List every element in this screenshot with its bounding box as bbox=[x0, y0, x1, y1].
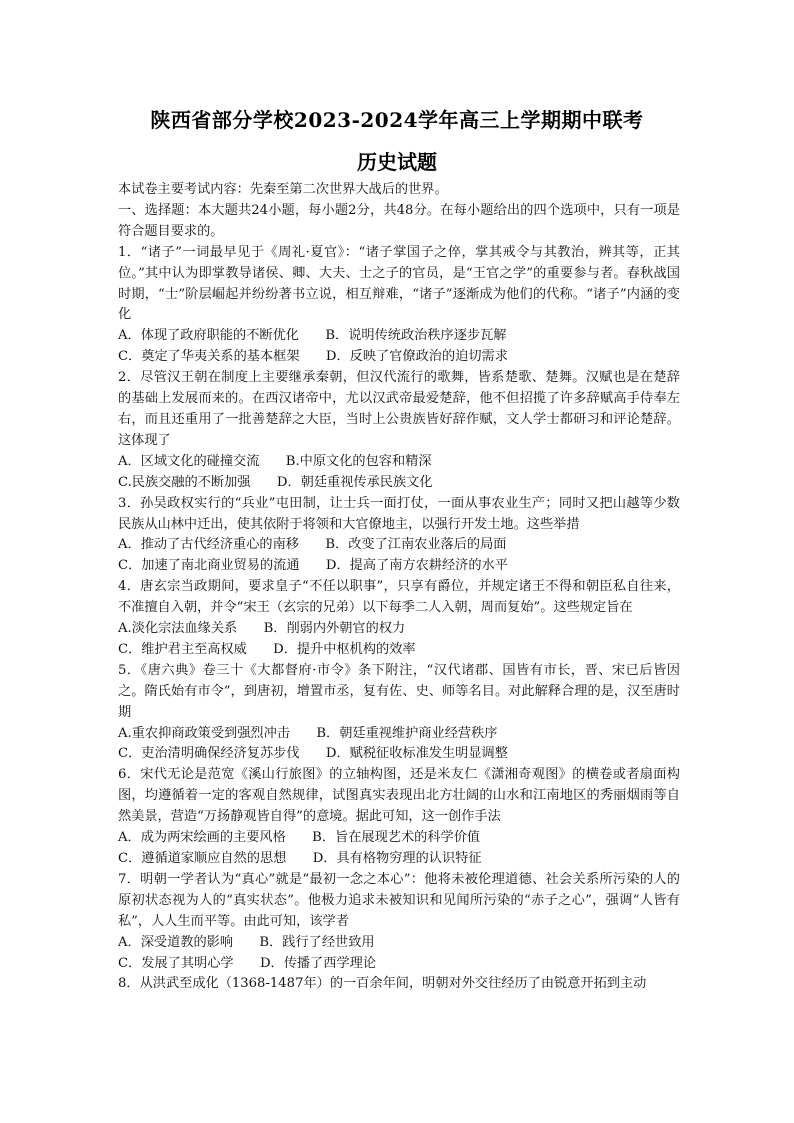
question-stem: 8．从洪武至成化（1368-1487年）的一百余年间，明朝对外交往经历了由锐意开拓到主动 bbox=[118, 976, 647, 992]
question-7 bbox=[118, 870, 680, 975]
question-8 bbox=[118, 974, 680, 995]
question-options: A．成为两宋绘画的主要风格 B．旨在展现艺术的科学价值 bbox=[118, 830, 481, 846]
question-options: C．遵循道家顺应自然的思想 D．具有格物穷理的认识特征 bbox=[118, 851, 482, 866]
question-6 bbox=[118, 765, 680, 870]
question-stem: 4．唐玄宗当政期间，要求皇子“不任以职事”，只享有爵位，并规定诸王不得和朝臣私自往来，不准擅自入朝，并令“宋王（玄宗的兄弟）以下每季二人入朝，周而复始”。这些规定旨在 bbox=[118, 579, 680, 616]
question-options: C.民族交融的不断加强 D．朝廷重视传承民族文化 bbox=[118, 474, 433, 490]
question-options: A．深受道教的影响 B．践行了经世致用 bbox=[118, 934, 375, 950]
question-options: C．吏治清明确保经济复苏步伐 D．赋税征收标准发生明显调整 bbox=[118, 746, 508, 762]
question-stem: 5．《唐六典》卷三十《大都督府·市令》条下附注，“汉代诸郡、国皆有市长，晋、宋已后皆因之。隋氏始有市令”，到唐初，增置市丞，复有佐、史、师等名目。对此解释合理的是，汉至唐时期 bbox=[118, 662, 680, 720]
question-options: A.淡化宗法血缘关系 B．削弱内外朝官的权力 bbox=[118, 621, 406, 637]
question-options: A．推动了古代经济重心的南移 B．改变了江南农业落后的局面 bbox=[118, 537, 507, 553]
question-2 bbox=[118, 368, 680, 493]
question-stem: 7．明朝一学者认为“真心”就是“最初一念之本心”：他将未被伦理道德、社会关系所污染的人的原初状态视为人的“真实状态”。他极力追求未被知识和见闻所污染的“赤子之心”，强调“人皆有私”，人人生而平等。由此可知，该学者 bbox=[118, 871, 680, 929]
question-stem: 2．尽管汉王朝在制度上主要继承秦朝，但汉代流行的歌舞，皆系楚歌、楚舞。汉赋也是在楚辞的基础上发展而来的。在西汉诸帝中，尤以汉武帝最爱楚辞，他不但招揽了许多辞赋高手侍奉左右，而且还重用了一批善楚辞之大臣，当时上公贵族皆好辞作赋，文人学士都研习和评论楚辞。这体现了 bbox=[118, 370, 680, 448]
question-options: C．维护君主至高权威 D．提升中枢机构的效率 bbox=[118, 641, 416, 657]
section-instructions: 一、选择题：本大题共24小题，每小题2分，共48分。在每小题给出的四个选项中，只有一项是符合题目要求的。 bbox=[118, 202, 680, 239]
question-stem: 1．“诸子”一词最早见于《周礼·夏官》：“诸子掌国子之倅，掌其戒令与其教治，辨其等，正其位。”其中认为即掌教导诸侯、卿、大夫、士之子的官员，是“王官之学”的重要参与者。春秋战国时期，“士”阶层崛起并纷纷著书立说，相互辩难，“诸子”逐渐成为他们的代称。“诸子”内涵的变化 bbox=[118, 244, 680, 323]
question-stem: 6．宋代无论是范宽《溪山行旅图》的立轴构图，还是米友仁《潇湘奇观图》的横卷或者扇面构图，均遵循着一定的客观自然规律，试图真实表现出北方壮阔的山水和江南地区的秀丽烟雨等自然美景，营造“万扬静观皆自得”的意境。据此可知，这一创作手法 bbox=[118, 767, 680, 825]
exam-body bbox=[118, 180, 680, 995]
question-options: A．区域文化的碰撞交流 B.中原文化的包容和精深 bbox=[118, 453, 432, 469]
exam-subtitle: 历史试题 bbox=[357, 150, 437, 174]
question-stem: 3．孙吴政权实行的“兵业”屯田制，让士兵一面打仗，一面从事农业生产；同时又把山越等少数民族从山林中迁出，使其依附于将领和大官僚地主，以强行开发土地。这些举措 bbox=[118, 495, 680, 532]
question-options: C．发展了其明心学 D．传播了西学理论 bbox=[118, 955, 377, 971]
question-1 bbox=[118, 243, 680, 368]
question-options: C．加速了南北商业贸易的流通 D．提高了南方农耕经济的水平 bbox=[118, 558, 508, 574]
exam-title: 陕西省部分学校2023-2024学年高三上学期期中联考 bbox=[150, 108, 644, 132]
question-3 bbox=[118, 494, 680, 578]
question-options: C．奠定了华夷关系的基本框架 D．反映了官僚政治的迫切需求 bbox=[118, 349, 508, 365]
question-5 bbox=[118, 661, 680, 766]
exam-scope: 本试卷主要考试内容：先秦至第二次世界大战后的世界。 bbox=[118, 182, 448, 197]
question-4 bbox=[118, 577, 680, 661]
question-options: A．体现了政府职能的不断优化 B．说明传统政治秩序逐步瓦解 bbox=[118, 328, 507, 344]
question-options: A.重农抑商政策受到强烈冲击 B．朝廷重视维护商业经营秩序 bbox=[118, 725, 498, 741]
